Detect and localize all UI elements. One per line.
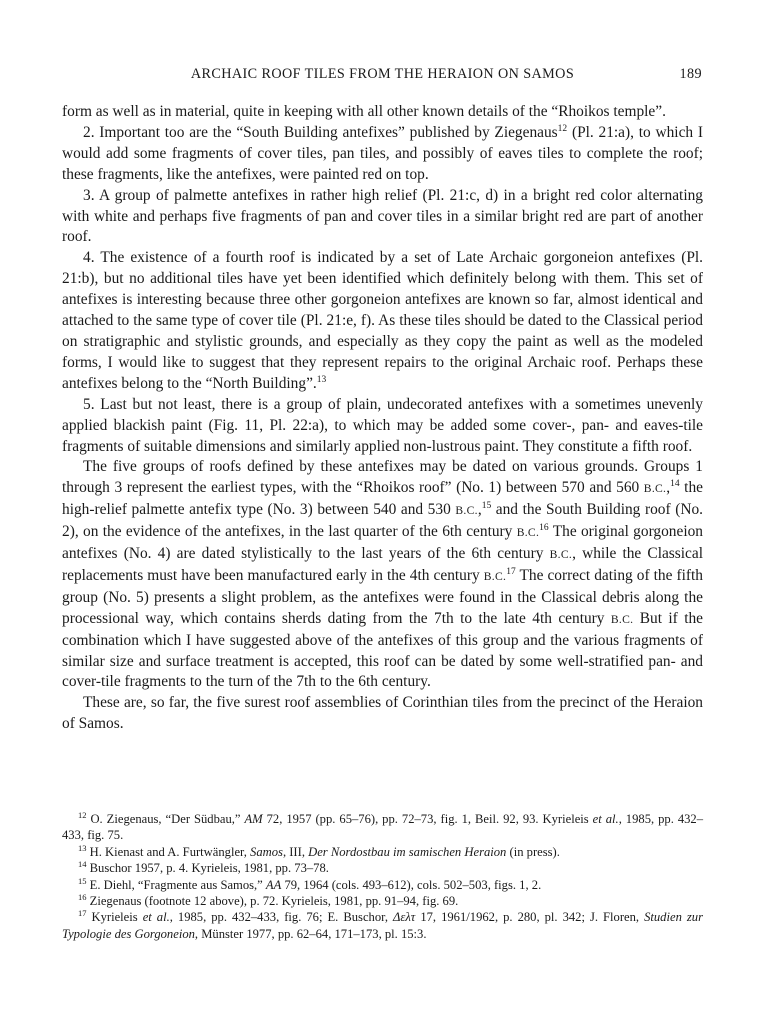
page [62,66,703,735]
page-number: 189 [679,66,702,82]
paragraph-item-4: 4. The existence of a fourth roof is indicated by a set of Late Archaic gorgoneion antefixes (Pl. 21:b), but no additional tiles have yet been identified which definitely belong with them. This set of antefixes is interesting because three other gorgoneion antefixes are known so far, almost identical and attached to the same type of cover tile (Pl. 21:e, f). As these tiles should be dated to the Classical period on stratigraphic and stylistic grounds, and especially as they copy the paint as well as the modeled forms, I would like to suggest that they represent repairs to the original Archaic roof. Perhaps these antefixes belong to the “North Building”.$^{13}$ [62,249,703,392]
paragraph-item-2: 2. Important too are the “South Building antefixes” published by Ziegenaus$^{12}$ (Pl. 21:a), to which I would add some fragments of cover tiles, pan tiles, and possibly of eaves tiles to complete the roof; these fragments, like the antefixes, were painted red on top. [62,123,703,183]
footnotes [62,811,703,942]
footnote-ref-17[interactable]: 17 [506,566,516,577]
paragraph-continued: form as well as in material, quite in keeping with all other known details of the “Rhoikos temple”. [62,103,666,120]
footnote-ref-12[interactable]: 12 [557,123,568,134]
footnote-17: $^{17}$ Kyrieleis et al., 1985, pp. 432–433, fig. 76; E. Buschor, Δελτ 17, 1961/1962, p. 280, pl. 342; J. Floren, Studien zur Typologie des Gorgoneion, Münster 1977, pp. 62–64, 171–173, pl. 15:3. [62,908,703,941]
footnote-ref-14[interactable]: 14 [670,479,680,490]
footnote-14: $^{14}$ Buschor 1957, p. 4. Kyrieleis, 1981, pp. 73–78. [78,859,329,876]
footnote-ref-13[interactable]: 13 [316,374,327,385]
footnote-13: $^{13}$ H. Kienast and A. Furtwängler, Samos, III, Der Nordostbau im samischen Heraion (in press). [78,842,560,859]
footnote-16: $^{16}$ Ziegenaus (footnote 12 above), p. 72. Kyrieleis, 1981, pp. 91–94, fig. 69. [78,891,459,909]
footnote-12: $^{12}$ O. Ziegenaus, “Der Südbau,” AM 72, 1957 (pp. 65–76), pp. 72–73, fig. 1, Beil. 92, 93. Kyrieleis et al., 1985, pp. 432–433, fig. 75. [62,809,704,843]
paragraph-conclusion: These are, so far, the five surest roof assemblies of Corinthian tiles from the precinct of the Heraion of Samos. [62,694,703,733]
paragraph-item-3: 3. A group of palmette antefixes in rather high relief (Pl. 21:c, d) in a bright red color alternating with white and perhaps five fragments of pan and cover tiles in a similar bright red are part of another roof. [62,186,703,246]
body-text [62,102,703,735]
paragraph-dating: The five groups of roofs defined by these antefixes may be dated on various grounds. Groups 1 through 3 represent the earliest types, with the “Rhoikos roof” (No. 1) between 570 and 560 B.C.,$^{14}$ the high-relief palmette antefix type (No. 3) between 540 and 530 B.C.,$^{15}$ and the South Building roof (No. 2), on the evidence of the antefixes, in the last quarter of the 6th century B.C.$^{16}$ The original gorgoneion antefixes (No. 4) are dated stylistically to the last years of the 6th century B.C., while the Classical replacements must have been manufactured early in the 4th century B.C.$^{17}$ The correct dating of the fifth group (No. 5) presents a slight problem, as the antefixes were found in the Classical debris along the processional way, which contains sherds dating from the 7th to the late 4th century B.C. But if the combination which I have suggested above of the antefixes of this group and the various fragments of similar size and surface treatment is accepted, this roof can be dated by some well-stratified pan- and cover-tile fragments to the turn of the 7th to the 6th century. [62,458,704,691]
running-title: ARCHAIC ROOF TILES FROM THE HERAION ON SAMOS [190,66,575,82]
footnote-15: $^{15}$ E. Diehl, “Fragmente aus Samos,” AA 79, 1964 (cols. 493–612), cols. 502–503, figs. 1, 2. [78,875,542,892]
paragraph-item-5: 5. Last but not least, there is a group of plain, undecorated antefixes with a sometimes unevenly applied blackish paint (Fig. 11, Pl. 22:a), to which may be added some cover-, pan- and eaves-tile fragments of suitable dimensions and similarly applied non-lustrous paint. They constitute a fifth roof. [62,395,703,455]
footnote-ref-15[interactable]: 15 [481,501,492,512]
running-header [62,66,703,90]
footnote-ref-16[interactable]: 16 [539,523,549,533]
